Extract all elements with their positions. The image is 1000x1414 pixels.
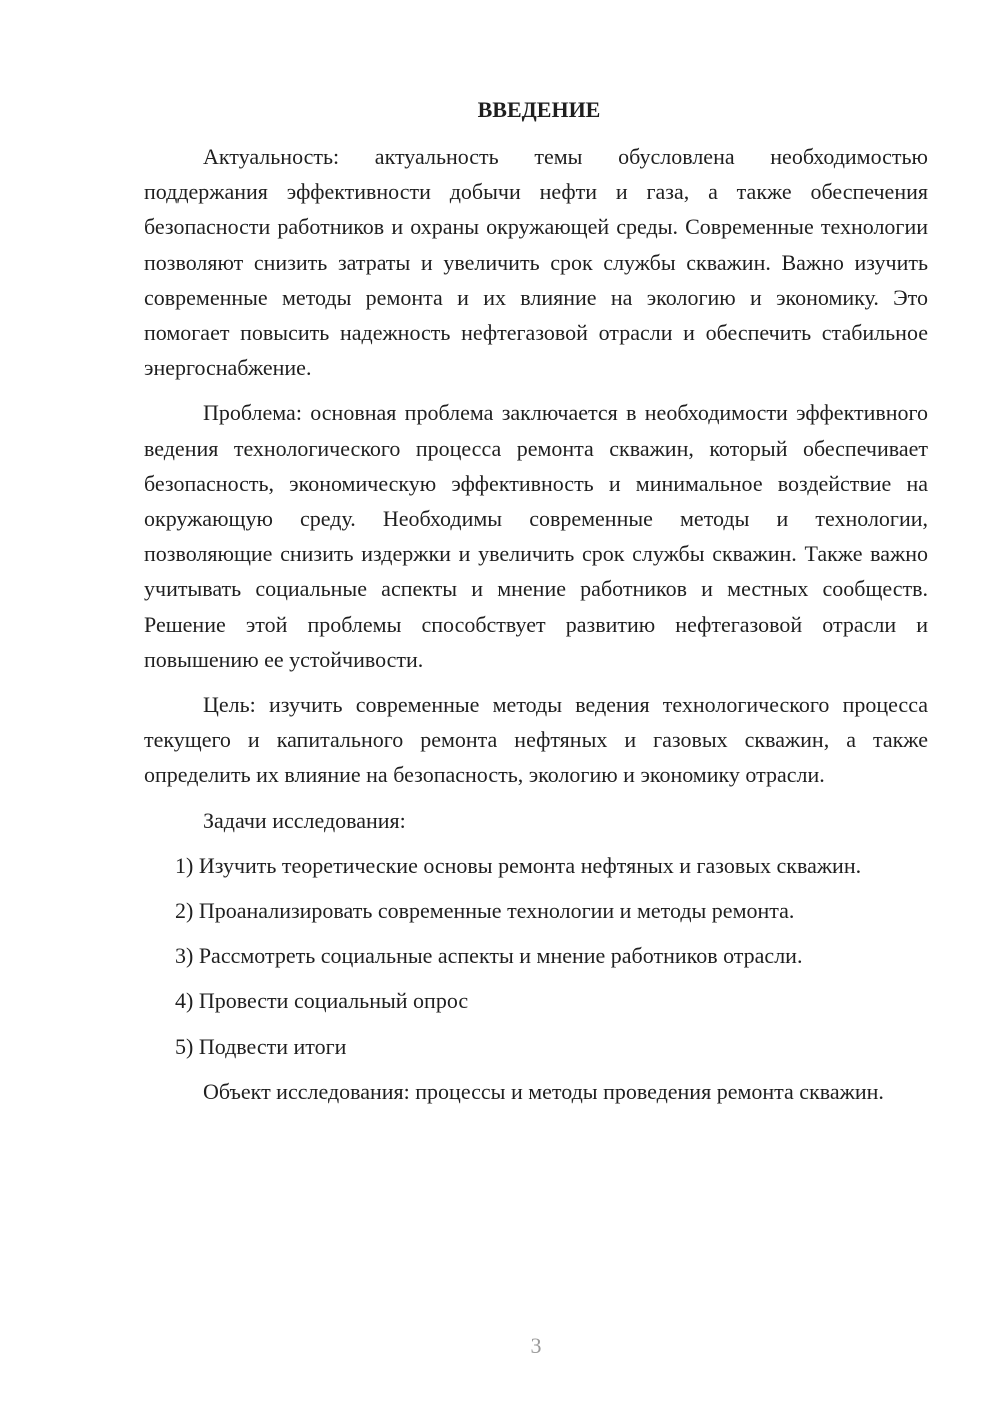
task-item-5: 5) Подвести итоги — [175, 1033, 347, 1059]
paragraph-relevance: Актуальность: актуальность темы обусловлена необходимостью поддержания эффективности добычи нефти и газа, а также обеспечения безопасности работников и охраны окружающей среды. Современные технологии позволяют снизить затраты и увеличить срок службы скважин. Важно изучить современные методы ремонта и их влияние на экологию и экономику. Это помогает повысить надежность нефтегазовой отрасли и обеспечить стабильное энергоснабжение. — [144, 144, 928, 381]
section-title: ВВЕДЕНИЕ — [477, 97, 601, 122]
task-item-1: 1) Изучить теоретические основы ремонта нефтяных и газовых скважин. — [175, 852, 862, 878]
task-item-2: 2) Проанализировать современные технологии и методы ремонта. — [175, 898, 795, 924]
tasks-heading: Задачи исследования: — [203, 807, 406, 833]
paragraph-object: Объект исследования: процессы и методы проведения ремонта скважин. — [203, 1078, 884, 1104]
task-item-3: 3) Рассмотреть социальные аспекты и мнение работников отрасли. — [175, 943, 803, 969]
page-number: 3 — [530, 1333, 542, 1358]
task-item-4: 4) Провести социальный опрос — [175, 988, 469, 1014]
paragraph-goal: Цель: изучить современные методы ведения технологического процесса текущего и капитального ремонта нефтяных и газовых скважин, а также определить их влияние на безопасность, экологию и экономику отрасли. — [144, 692, 928, 788]
document-body — [144, 92, 928, 1109]
paragraph-problem: Проблема: основная проблема заключается в необходимости эффективного ведения технологического процесса ремонта скважин, который обеспечивает безопасность, экономическую эффективность и минимальное воздействие на окружающую среду. Необходимы современные методы и технологии, позволяющие снизить издержки и увеличить срок службы скважин. Также важно учитывать социальные аспекты и мнение работников и местных сообществ. Решение этой проблемы способствует развитию нефтегазовой отрасли и повышению ее устойчивости. — [144, 400, 928, 672]
